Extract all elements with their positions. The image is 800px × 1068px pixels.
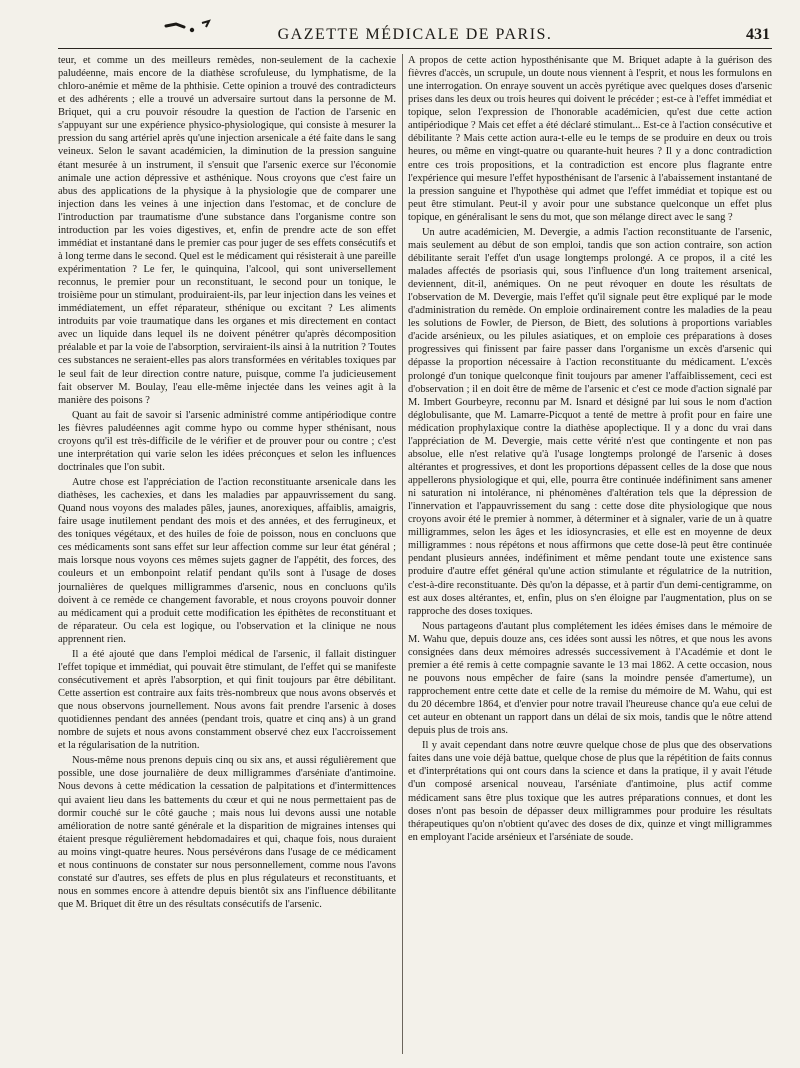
paragraph: teur, et comme un des meilleurs remèdes, non-seulement de la cachexie paludéenne, mais encore de la diathèse scrofuleuse, du lymphatisme, de la chloro-anémie et même de la phthisie. Cette opinion a trouvé des contradicteurs et des adhérents ; elle a trouvé un adversaire surtout dans la personne de M. Briquet, qui a cru pouvoir résoudre la question de l'action de l'arsenic en s'appuyant sur une expérience physico-physiologique, qui consiste à mesurer la pression du sang artériel après qu'une injection arsenicale a été faite dans le sang veineux. Selon le savant académicien, la diminution de la pression sanguine étant mesurée à un instrument, il s'ensuit que l'arsenic exerce sur l'économie animale une action dépressive et asthénique. Nous croyons que c'est faire un abus des applications de la physique à la physiologie que de comparer une injection dans les veines à une injection dans l'estomac, et de conclure de l'introduction par traumatisme d'une substance dans l'organisme contre son introduction par les voies digestives, et, enfin de prendre acte de son effet immédiat et instantané dans le premier cas pour juger de ses effets consécutifs et à long terme dans le second. Quel est le médicament qui résisterait à une pareille expérimentation ? Le fer, le quinquina, l'alcool, qui sont universellement reconnus, le premier pour un reconstituant, le second pour un tonique, le troisième pour un stimulant, produiraient-ils, par leur injection dans les veines et immédiatement, un effet réparateur, sthénique ou excitant ? Les aliments introduits par voie traumatique dans les organes et mis directement en contact avec un liquide dans lequel ils ne doivent pénétrer qu'après décomposition préalable et par la voie de l'absorption, serviraient-ils ainsi à la nutrition ? Toutes ces substances ne seraient-elles pas alors transformées en véritables toxiques par le seul fait de leur direction contre nature, puisque, comme l'a judicieusement fait observer M. Boulay, l'eau elle-même injectée dans les veines agit à la manière des poisons ?	[58, 55, 396, 406]
paragraph: Quant au fait de savoir si l'arsenic administré comme antipériodique contre les fièvres paludéennes agit comme hypo ou comme hyper sthénisant, nous croyons qu'il est très-difficile de le vérifier et de prouver pour ou contre ; c'est une interprétation qui varie selon les idées préconçues et selon les influences doctrinales que l'on subit.	[58, 409, 396, 473]
paragraph: Autre chose est l'appréciation de l'action reconstituante arsenicale dans les diathèses, les cachexies, et dans les maladies par appauvrissement du sang. Quand nous voyons des malades pâles, jaunes, anorexiques, affaiblis, amaigris, faire usage inutilement pendant des mois et des années, et des ferrugineux, et des toniques végétaux, et des huiles de foie de poisson, nous en concluons que ces médicaments sont sans effet sur leur affection comme sur leur état général ; mais lorsque nous voyons ces mêmes sujets gagner de l'appétit, des forces, des couleurs et un embonpoint relatif pendant qu'ils sont à l'usage de doses journalières de quelques milligrammes d'arsenic, nous en concluons qu'ils doivent à ce remède ce changement favorable, et nous croyons pouvoir donner au médicament qui a produit cette modification les épithètes de reconstituant et de réparateur. Ou cela est logique, ou l'observation et la clinique ne nous apprennent rien.	[58, 477, 396, 645]
page-number: 431	[746, 26, 770, 43]
paragraph: Nous partageons d'autant plus complétement les idées émises dans le mémoire de M. Wahu que, depuis douze ans, ces idées sont aussi les nôtres, et que nous les avons consignées dans deux mémoires adressés successivement à l'Académie et dont le premier a été remis à cette compagnie savante le 13 mai 1862. A cette occasion, nous ne pouvons nous empêcher de faire (sans la moindre pensée d'amertume), un rapprochement entre cette date et celle de la remise du mémoire de M. Wahu, qui est du 20 décembre 1864, et d'envier pour notre travail l'heureuse chance qu'a eue celui de cet auteur en obtenant un rapport dans un délai de six mois, tandis que le nôtre attend depuis plus de trois ans.	[408, 620, 772, 737]
paragraph: Il a été ajouté que dans l'emploi médical de l'arsenic, il fallait distinguer l'effet topique et immédiat, qui pouvait être stimulant, de l'effet qui se manifeste consécutivement et après l'absorption, et qui finit toujours par être débilitant. Cette assertion est contraire aux faits très-nombreux que nous avons observés et que nous observons journellement. Nous avons fait prendre l'arsenic à doses quotidiennes pendant des années (pendant trois, quatre et cinq ans) à un grand nombre de sujets et nous avons constamment observé chez eux l'accroissement et la régularisation de la nutrition.	[58, 648, 396, 752]
journal-title: GAZETTE MÉDICALE DE PARIS.	[277, 26, 553, 43]
paragraph: Il y avait cependant dans notre œuvre quelque chose de plus que des observations faites dans une voie déjà battue, quelque chose de plus que la répétition de faits connus et d'interprétations qui ont cours dans la science et dans la pratique, il y avait l'étude d'un composé arsenical nouveau, l'arséniate d'antimoine, plus actif comme médicament sans être plus toxique que les autres préparations connues, et dont les doses n'ont pas besoin de dépasser deux milligrammes pour produire les résultats thérapeutiques qu'on n'obtient qu'avec des doses de dix, quinze et vingt milligrammes en employant l'acide arsénieux et l'arséniate de soude.	[408, 740, 772, 843]
right-column	[408, 54, 772, 1060]
page-header	[58, 20, 772, 49]
left-column	[58, 54, 396, 1060]
paragraph: Nous-même nous prenons depuis cinq ou six ans, et aussi régulièrement que possible, une dose journalière de deux milligrammes d'arséniate d'antimoine. Nous devons à cette médication la cessation de palpitations et d'intermittences qui avaient lieu dans les battements du cœur et qui ne nous permettaient pas de dormir couché sur le côté gauche ; mais nous lui devons aussi une notable amélioration de notre santé générale et la disparition de migraines intenses qui étaient presque régulièrement hebdomadaires et qui, chaque fois, nous duraient au moins vingt-quatre heures. Nous persévérons dans l'usage de ce médicament et nous continuons de constater sur nous personnellement, comme nous l'avons constaté sur d'autres, ses effets de plus en plus régulateurs et reconstituants, et nous en sommes encore à attendre depuis bientôt six ans l'influence débilitante que M. Briquet dit être un des résultats consécutifs de l'arsenic.	[58, 755, 396, 910]
column-divider	[402, 54, 403, 1054]
paragraph: Un autre académicien, M. Devergie, a admis l'action reconstituante de l'arsenic, mais seulement au début de son emploi, tandis que son action contraire, son action débilitante serait l'effet d'un usage longtemps prolongé. A ce propos, il a cité les malades affectés de psoriasis qui, sous l'influence d'un long traitement arsenical, deviennent, dit-il, anémiques. On ne peut révoquer en doute les résultats de l'observation de M. Devergie, mais l'effet qu'il signale peut être expliqué par le mode d'administration du remède. On emploie ordinairement contre les maladies de la peau les solutions de Fowler, de Pierson, de Biett, des solutions à proportions variables d'acide arsénieux, ou les pilules asiatiques, et on emploie ces préparations à doses progressives qui finissent par faire passer dans l'organisme un excès d'arsenic qui dépasse la proportion nécessaire à l'action reconstituante du médicament. L'excès prolongé d'un tonique quelconque finit toujours par amener l'affaiblissement, ceci est d'observation ; il en doit être de même de l'arsenic et c'est ce mode d'action signalé par M. Imbert Gourbeyre, reconnu par M. Isnard et désigné par lui sous le nom d'action déglobulisante, que M. Lamarre-Picquot a tenté de mettre à profit pour en faire une médication prophylaxique contre la diathèse apoplectique. Il y a donc du vrai dans l'appréciation de M. Devergie, mais cette vérité n'est que contingente et non pas absolue, elle n'est relative qu'à l'usage longtemps prolongé de l'arsenic à doses altérantes et progressives, et dont les proportions dépassent celles de la dose que nous appellerons physiologique et qui, elle, pourra être continuée indéfiniment sans amener ni saturation ni intolérance, ni phénomènes d'altération tels que la dépression de l'innervation et l'appauvrissement du sang : cette dose dite physiologique que nous croyons avoir été le premier à nommer, à déterminer et à signaler, varie de un à quatre milligrammes, selon les âges et les idiosyncrasies, et elle est en moyenne de deux milligrammes : nous répétons et nous affirmons que cette dose-là peut être continuée pendant plusieurs années, indéfiniment et même pendant toute une existence sans produire d'autre effet général qu'une action stimulante et régulatrice de la nutrition, c'est-à-dire reconstituante. Dès qu'on la dépasse, et à partir d'un demi-centigramme, on est aux doses altérantes, et, enfin, plus on s'en éloigne par l'augmentation, plus on se rapproche des doses toxiques.	[408, 226, 772, 617]
paragraph: A propos de cette action hyposthénisante que M. Briquet adapte à la guérison des fièvres d'accès, un scrupule, un doute nous viennent à l'esprit, et nous les formulons en une interrogation. On enraye souvent un accès pyrétique avec quelques doses d'arsenic prises dans les deux ou trois heures qui doivent le précéder ; est-ce à l'effet immédiat et topique, selon l'expression de l'honorable académicien, qu'est due cette action antipériodique ? Mais cet effet a été déclaré stimulant... Est-ce à l'action consécutive et débilitante ? Mais cette action aura-t-elle eu le temps de se produire en deux ou trois heures, ou même en vingt-quatre ou quarante-huit heures ? Il y a donc contradiction entre ces trois propositions, et la contradiction est encore plus flagrante entre l'expérience qui mesure l'effet hyposthénisant de l'arsenic à l'abaissement instantané de la pression sanguine et l'hypothèse qui admet que l'effet immédiat et topique est ou peut être stimulant. Peut-il y avoir pour une substance quelconque un effet plus topique, en généralisant le sens du mot, que son mélange direct avec le sang ?	[408, 55, 772, 223]
